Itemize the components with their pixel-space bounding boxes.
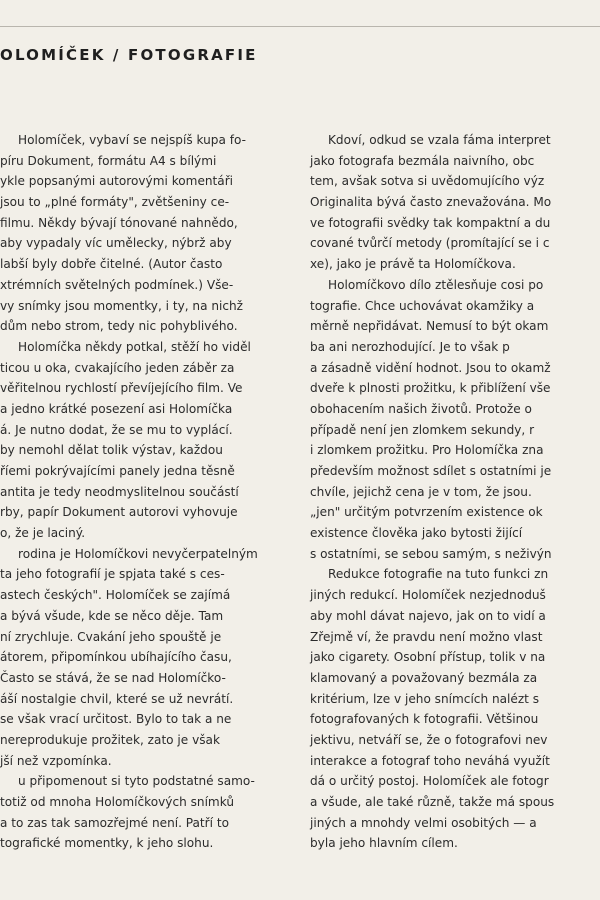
left-column-line: aby vypadaly víc umělecky, nýbrž aby — [0, 236, 232, 251]
right-column-line: xe), jako je právě ta Holomíčkova. — [310, 257, 516, 272]
right-column-line: aby mohl dávat najevo, jak on to vidí a — [310, 608, 546, 623]
left-column-line: o, že je laciný. — [0, 526, 86, 541]
left-column-line: vy snímky jsou momentky, i ty, na nichž — [0, 298, 244, 313]
right-text-column — [310, 130, 600, 854]
left-column-line: Holomíček, vybaví se nejspíš kupa fo- — [18, 133, 246, 147]
right-column-line: chvíle, jejichž cena je v tom, že jsou. — [310, 484, 532, 499]
left-column-line: dům nebo strom, tedy nic pohyblivého. — [0, 319, 238, 334]
right-column-line: dá o určitý postoj. Holomíček ale fotogr — [310, 774, 549, 789]
right-column-line: „jen" určitým potvrzením existence ok — [310, 505, 543, 520]
right-column-line: existence člověka jako bytosti žijící — [310, 526, 523, 541]
right-column-line: s ostatními, se sebou samým, s neživýn — [310, 546, 552, 561]
left-column-line: rby, papír Dokument autorovi vyhovuje — [0, 505, 238, 520]
left-column-line: nereprodukuje prožitek, zato je však — [0, 732, 220, 747]
left-column-line: se však vrací určitost. Bylo to tak a ne — [0, 712, 232, 727]
left-column-line: a to zas tak samozřejmé není. Patří to — [0, 815, 229, 830]
left-column-line: píru Dokument, formátu A4 s bílými — [0, 153, 217, 168]
right-column-line: kritérium, lze v jeho snímcích nalézt s — [310, 691, 540, 706]
right-column-line: fotografovaných k fotografii. Většinou — [310, 712, 539, 727]
left-column-line: átorem, připomínkou ubíhajícího času, — [0, 650, 232, 665]
right-column-line: ba ani nerozhodující. Je to však p — [310, 339, 510, 354]
right-column-line: Redukce fotografie na tuto funkci zn — [328, 567, 549, 582]
left-column-line: antita je tedy neodmyslitelnou součástí — [0, 484, 239, 499]
right-column-line: jiných a mnohdy velmi osobitých — a — [310, 815, 537, 830]
right-column-line: Holomíčkovo dílo ztělesňuje cosi po — [328, 277, 544, 292]
left-column-line: Často se stává, že se nad Holomíčko- — [0, 670, 226, 685]
left-column-line: ta jeho fotografií je spjata také s ces- — [0, 567, 225, 582]
left-column-line: říemi pokrývajícími panely jedna těsně — [0, 464, 235, 478]
left-column-line: ní zrychluje. Cvakání jeho spouště je — [0, 629, 222, 644]
right-column-line: klamovaný a považovaný bezmála za — [310, 670, 538, 685]
left-column-line: ticou u oka, cvakajícího jeden záběr za — [0, 360, 235, 375]
left-column-line: rodina je Holomíčkovi nevyčerpatelným — [18, 546, 258, 561]
right-column-line: a zásadně vidění hodnot. Jsou to okamž — [310, 360, 551, 375]
running-header: OLOMÍČEK / FOTOGRAFIE — [0, 46, 258, 64]
right-column-line: jako cigarety. Osobní přístup, tolik v na — [310, 650, 546, 665]
left-column-line: totiž od mnoha Holomíčkových snímků — [0, 795, 235, 809]
left-column-line: xtrémních světelných podmínek.) Vše- — [0, 277, 234, 292]
right-column-line: Zřejmě ví, že pravdu není možno vlast — [310, 629, 543, 644]
right-column-line: Originalita bývá často znevažována. Mo — [310, 195, 552, 210]
right-column-line: Kdoví, odkud se vzala fáma interpret — [328, 133, 551, 147]
right-column-line: měrně nepřidávat. Nemusí to být okam — [310, 319, 549, 334]
right-column-line: ve fotografii svědky tak kompaktní a du — [310, 215, 551, 230]
left-column-line: ykle popsanými autorovými komentáři — [0, 174, 234, 189]
left-column-line: a jedno krátké posezení asi Holomíčka — [0, 401, 233, 416]
right-column-line: tem, avšak sotva si uvědomujícího výz — [310, 174, 545, 189]
right-column-line: interakce a fotograf toho neváhá využít — [310, 753, 550, 768]
left-column-line: Holomíčka někdy potkal, stěží ho viděl — [18, 339, 251, 354]
left-column-line: á. Je nutno dodat, že se mu to vyplácí. — [0, 422, 233, 437]
right-column-line: případě není jen zlomkem sekundy, r — [310, 422, 535, 437]
left-column-line: jsou to „plné formáty", zvětšeniny ce- — [0, 195, 230, 210]
right-column-line: dveře k plnosti prožitku, k přiblížení vše — [310, 381, 551, 396]
right-column-line: a všude, ale také různě, takže má spous — [310, 795, 555, 809]
left-column-line: věřitelnou rychlostí převíjejícího film. Ve — [0, 381, 243, 396]
left-column-line: labší byly dobře čitelné. (Autor často — [0, 257, 223, 272]
right-column-line: obohacením našich životů. Protože o — [310, 401, 532, 416]
left-column-line: tografické momentky, k jeho slohu. — [0, 836, 214, 851]
left-column-line: áší nostalgie chvil, které se už nevrátí. — [0, 691, 234, 706]
left-column-line: filmu. Někdy bývají tónované nahnědo, — [0, 215, 238, 230]
right-column-line: i zlomkem prožitku. Pro Holomíčka zna — [310, 443, 544, 458]
left-column-line: by nemohl dělat tolik výstav, každou — [0, 443, 223, 458]
left-column-line: a bývá všude, kde se něco děje. Tam — [0, 608, 224, 623]
right-column-line: jektivu, netváří se, že o fotografovi nev — [310, 732, 548, 747]
top-divider — [0, 26, 600, 27]
right-column-line: především možnost sdílet s ostatními je — [310, 464, 552, 478]
right-column-line: tografie. Chce uchovávat okamžiky a — [310, 298, 535, 313]
right-column-line: cované tvůrčí metody (promítající se i c — [310, 236, 550, 251]
left-text-column — [0, 130, 292, 854]
right-column-line: jako fotografa bezmála naivního, obc — [310, 153, 535, 168]
left-column-line: u připomenout si tyto podstatné samo- — [18, 774, 255, 789]
left-column-line: astech českých". Holomíček se zajímá — [0, 588, 231, 603]
left-column-line: jší než vzpomínka. — [0, 753, 112, 768]
right-column-line: byla jeho hlavním cílem. — [310, 836, 458, 851]
right-column-line: jiných redukcí. Holomíček nezjednoduš — [310, 588, 546, 603]
